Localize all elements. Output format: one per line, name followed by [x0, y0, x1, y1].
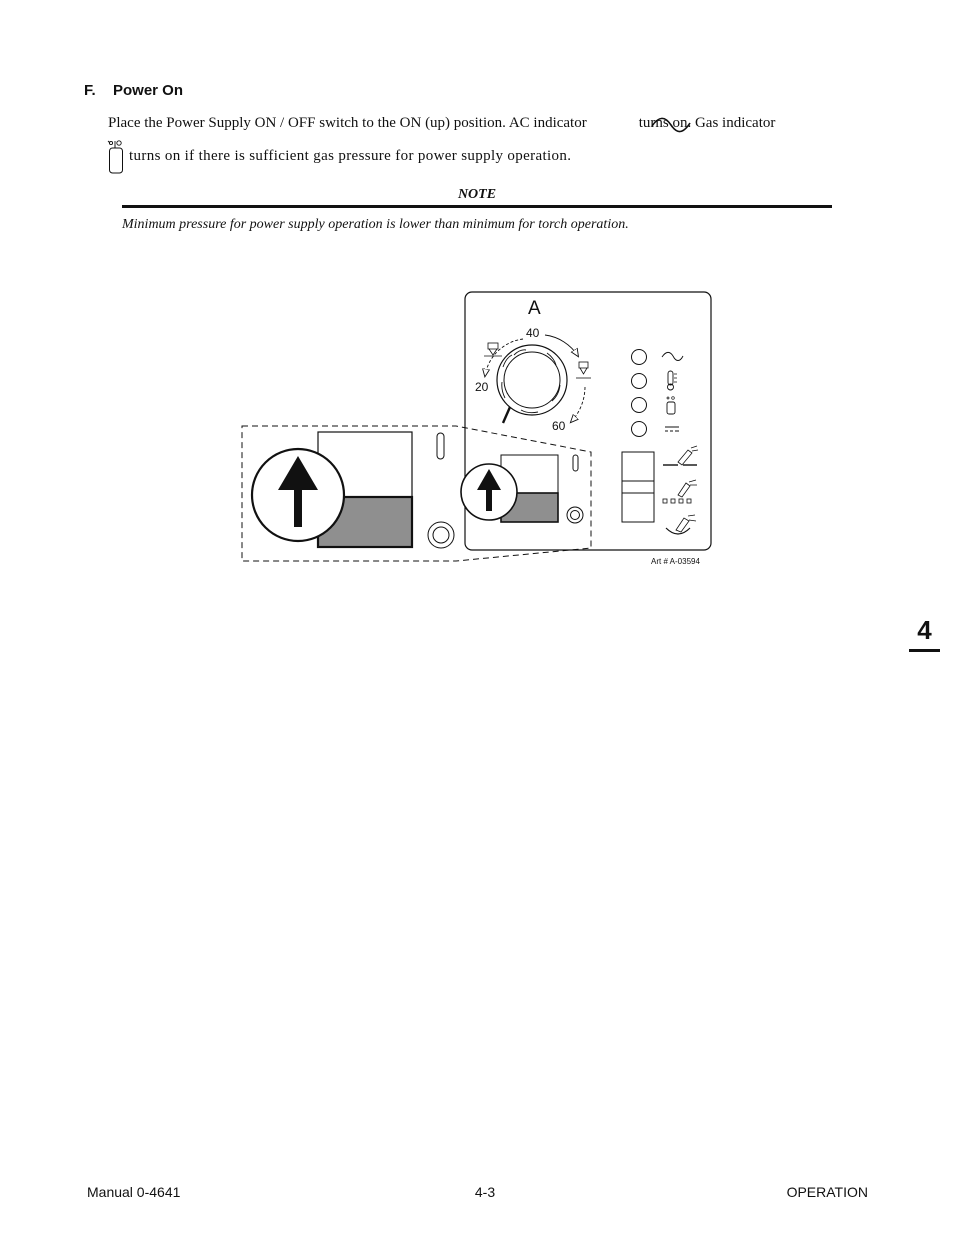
section-heading	[84, 82, 183, 99]
switch-up-arrow-icon-small	[461, 464, 517, 520]
indicator-lamp-dc	[632, 422, 647, 437]
dial-arc-right	[571, 387, 585, 422]
cut-mode-icon	[663, 446, 698, 465]
chapter-tab: 4	[917, 615, 932, 645]
dial-mark-20: 20	[475, 380, 489, 394]
knob	[567, 507, 583, 523]
dial-arc-top	[545, 335, 578, 356]
dial-mark-40: 40	[526, 326, 540, 340]
current-dial	[497, 345, 567, 423]
body-line-1-part-2: turns on. Gas indicator	[638, 115, 776, 131]
grid-mode-icon	[663, 480, 697, 503]
dc-icon	[665, 427, 679, 431]
section-title: Power On	[113, 82, 184, 99]
footer-section-name: OPERATION	[786, 1184, 868, 1200]
indicator-slot	[573, 455, 578, 471]
mode-selector-switch	[622, 452, 654, 522]
knob-magnified	[428, 522, 454, 548]
body-line-1-part-1: Place the Power Supply ON / OFF switch to the ON (up) position. AC indicator	[108, 115, 587, 131]
chapter-tab-rule	[909, 649, 940, 652]
panel-label: A	[528, 298, 541, 319]
art-number: Art # A-03594	[651, 557, 700, 566]
switch-up-arrow-icon-large	[252, 449, 344, 541]
section-number: F.	[84, 82, 96, 99]
torch-nozzle-icon-right	[576, 362, 591, 378]
indicator-lamp-temp	[632, 374, 647, 389]
gas-cylinder-icon	[106, 139, 128, 175]
footer-manual-number: Manual 0-4641	[87, 1184, 181, 1200]
body-line-2: turns on if there is sufficient gas pressure for power supply operation.	[129, 148, 572, 164]
gouge-mode-icon	[666, 515, 696, 534]
indicator-lamp-gas	[632, 398, 647, 413]
gas-cylinder-icon	[667, 397, 675, 414]
note-title: NOTE	[457, 187, 497, 202]
temperature-icon	[668, 371, 678, 390]
footer-page-number: 4-3	[474, 1184, 496, 1200]
indicator-slot-magnified	[437, 433, 444, 459]
dial-arc-left	[485, 339, 523, 376]
ac-sine-icon	[662, 352, 683, 360]
note-divider	[122, 205, 832, 208]
note-text: Minimum pressure for power supply operation is lower than minimum for torch operation.	[122, 217, 629, 232]
dial-mark-60: 60	[552, 419, 566, 433]
power-supply-front-panel-figure	[235, 285, 715, 570]
ac-sine-icon	[651, 117, 691, 133]
indicator-lamp-ac	[632, 350, 647, 365]
